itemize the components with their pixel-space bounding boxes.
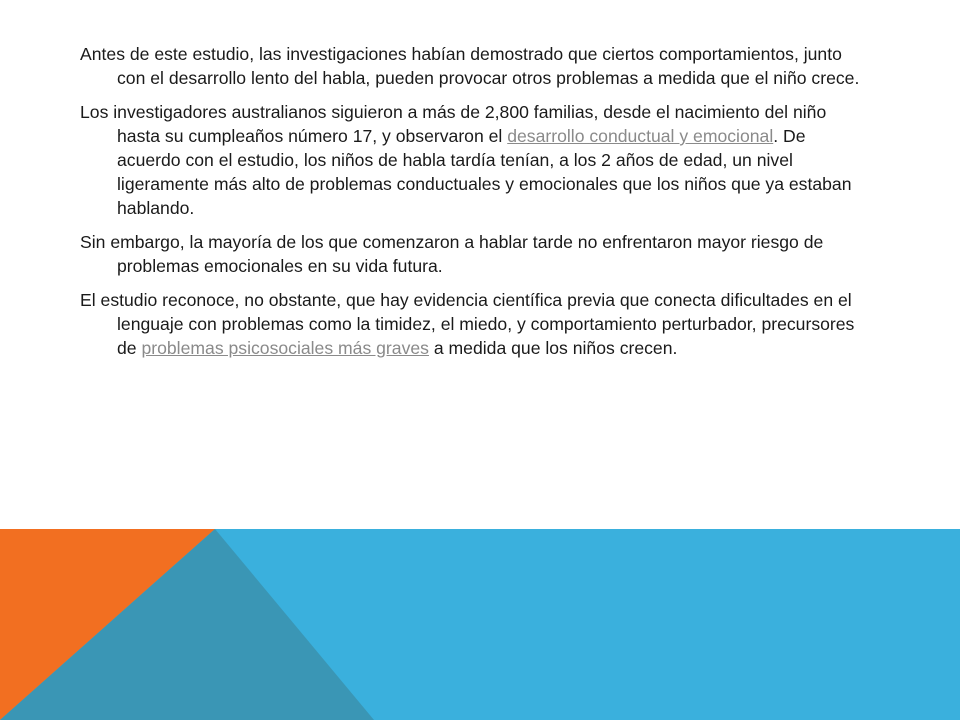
- paragraph-2: [80, 100, 860, 220]
- link-desarrollo-conductual[interactable]: desarrollo conductual y emocional: [507, 126, 774, 146]
- link-problemas-psicosociales[interactable]: problemas psicosociales más graves: [141, 338, 429, 358]
- paragraph-4: [80, 288, 860, 360]
- paragraph-2-text-after: . De acuerdo con el estudio, los niños de habla tardía tenían, a los 2 años de edad, un nivel ligeramente más alto de problemas conductuales y emocionales que los niños que ya estaban hablando.: [117, 126, 852, 218]
- paragraph-4-text-before: El estudio reconoce, no obstante, que hay evidencia científica previa que conecta dificultades en el lenguaje con problemas como la timidez, el miedo, y comportamiento perturbador, precursores de: [80, 290, 855, 358]
- paragraph-3: [80, 230, 860, 278]
- paragraph-2-text-before: Los investigadores australianos siguieron a más de 2,800 familias, desde el nacimiento del niño hasta su cumpleaños número 17, y observaron el: [80, 102, 827, 146]
- slide-body: [80, 42, 860, 370]
- paragraph-4-text-after: a medida que los niños crecen.: [428, 338, 678, 358]
- paragraph-1-text: Antes de este estudio, las investigaciones habían demostrado que ciertos comportamientos, junto con el desarrollo lento del habla, pueden provocar otros problemas a medida que el niño crece.: [80, 44, 860, 88]
- paragraph-3-text: Sin embargo, la mayoría de los que comenzaron a hablar tarde no enfrentaron mayor riesgo de problemas emocionales en su vida futura.: [80, 232, 824, 276]
- paragraph-1: [80, 42, 860, 90]
- decorative-band: [0, 529, 960, 720]
- decorative-shapes: [0, 529, 960, 720]
